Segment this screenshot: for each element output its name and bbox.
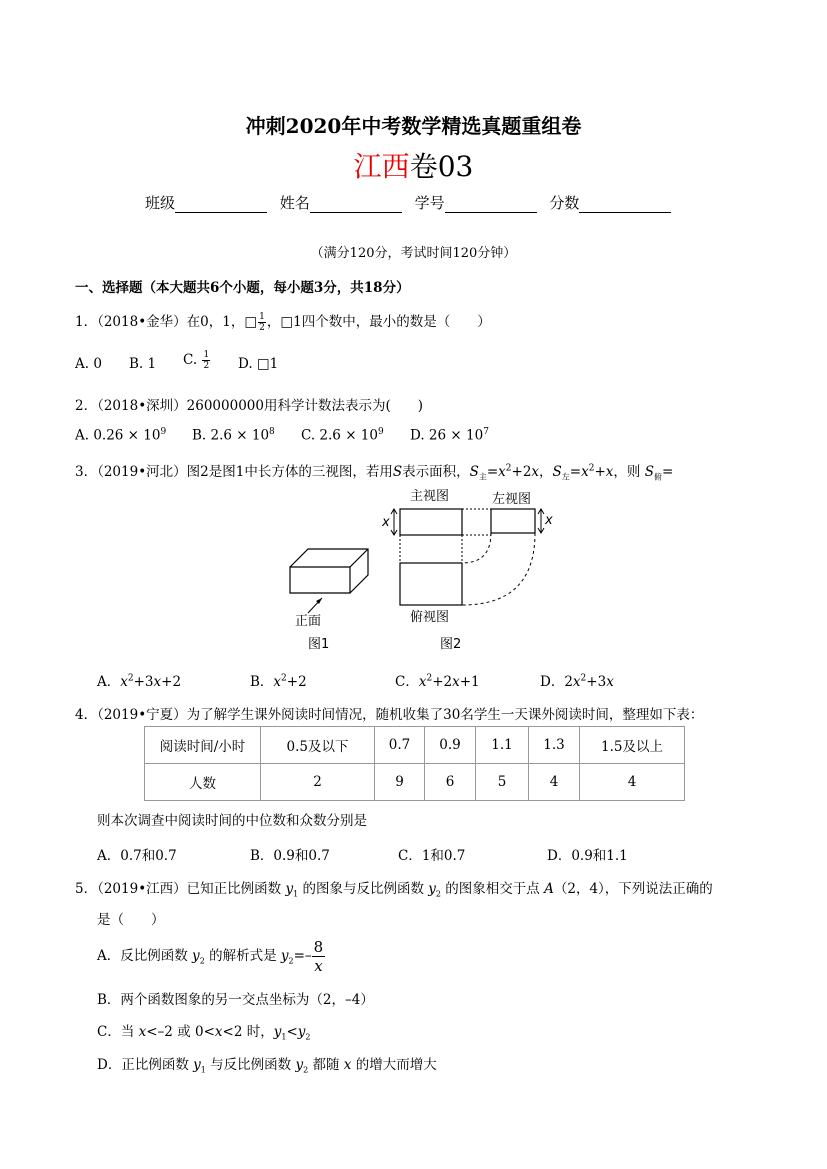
q1-frac-den: 2 (259, 323, 265, 333)
top-view-rect (400, 563, 462, 605)
q5-option-a[interactable]: A．反比例函数 $y_2$ 的解析式是 $y_2=-$ $\frac{8}{x}$ (97, 938, 324, 975)
question-2-stem: 2．（2018•深圳）260000000用科学计数法表示为( ) (75, 398, 423, 414)
q3-option-b[interactable]: B．$x^2+2$ (250, 673, 307, 690)
q1-option-d[interactable]: D. □1 (238, 356, 279, 372)
table-cell: 0.5及以下 (261, 727, 375, 764)
q4-followup: 则本次调查中阅读时间的中位数和众数分别是 (97, 813, 367, 829)
q3-option-a[interactable]: A．$x^2+3x+2$ (97, 673, 182, 690)
q2-option-c[interactable] (301, 427, 384, 444)
field-name-label: 姓名 (279, 194, 310, 212)
table-row (145, 764, 685, 801)
front-label: 正面 (295, 614, 322, 629)
q3-three-view-figure (280, 485, 570, 655)
student-info-line (145, 192, 679, 213)
q1-stem-b: ，□1四个数中，最小的数是（ ） (266, 314, 491, 330)
subtitle-province: 江西 (353, 150, 410, 183)
q3-stem-b: 表示面积， (402, 464, 470, 480)
q4-option-d[interactable]: D．0.9和1.1 (547, 848, 628, 864)
q1-frac-num: 1 (259, 312, 265, 322)
q2-option-b[interactable] (192, 427, 275, 444)
table-cell: 0.7 (375, 727, 425, 764)
q3-option-c[interactable]: C．$x^2+2x+1$ (395, 673, 480, 690)
main-view-rect (400, 509, 462, 535)
table-cell: 1.3 (529, 727, 580, 764)
q2-option-a[interactable] (75, 427, 166, 444)
top-view-label: 俯视图 (410, 610, 450, 625)
field-score-label: 分数 (549, 194, 580, 212)
q4-option-a[interactable]: A．0.7和0.7 (97, 848, 177, 864)
table-cell: 6 (425, 764, 476, 801)
q5-opta-num: 8 (313, 938, 324, 956)
section-heading: 一、选择题（本大题共6个小题，每小题3分，共18分） (75, 280, 410, 296)
fig1-label: 图1 (308, 637, 330, 652)
q2-opt-c-base: C. 2.6 × 10 (301, 427, 378, 444)
field-score-blank[interactable] (579, 197, 671, 213)
question-3-stem: 3．（2019•河北）图2是图1中长方体的三视图，若用S表示面积，$S_主=x^2+2x$，$S_左=x^2+x$，则 $S_俯=$ (75, 463, 674, 482)
q4-option-b[interactable]: B．0.9和0.7 (250, 848, 330, 864)
table-cell: 9 (375, 764, 425, 801)
table-cell: 4 (529, 764, 580, 801)
field-id-label: 学号 (414, 194, 445, 212)
table-cell: 1.1 (476, 727, 529, 764)
q1-option-c[interactable] (183, 350, 211, 371)
field-class-blank[interactable] (175, 197, 267, 213)
q1-option-a[interactable]: A. 0 (75, 356, 102, 372)
table-cell: 阅读时间/小时 (145, 727, 261, 764)
exam-note: （满分120分，考试时间120分钟） (310, 246, 517, 261)
question-5-stem-line1: 5．（2019•江西）已知正比例函数 $y_1$ 的图象与反比例函数 $y_2$ 的图象相交于点 A（2，4），下列说法正确的 (75, 881, 713, 899)
field-class-label: 班级 (145, 194, 176, 212)
question-4-stem: 4．（2019•宁夏）为了解学生课外阅读时间情况，随机收集了30名学生一天课外阅读时间，整理如下表： (75, 707, 704, 723)
q4-option-c[interactable]: C．1和0.7 (398, 848, 466, 864)
q1-stem-a: 1．（2018•金华）在0，1， (75, 314, 245, 330)
q2-opt-a-exp: 9 (160, 427, 167, 437)
question-1-stem (75, 310, 491, 333)
q2-opt-c-exp: 9 (377, 427, 384, 437)
main-x-label: x (382, 515, 390, 530)
table-cell: 1.5及以上 (580, 727, 685, 764)
paper-title: 冲刺2020年中考数学精选真题重组卷 (245, 114, 582, 138)
q3-stem-a: 3．（2019•河北）图2是图1中长方体的三视图，若用 (75, 464, 393, 480)
table-row (145, 727, 685, 764)
q1-optc-den: 2 (203, 361, 210, 371)
q2-opt-a-base: A. 0.26 × 10 (75, 427, 161, 444)
subtitle-volume: 卷03 (409, 150, 474, 183)
q1-minus-box: □ (244, 314, 258, 330)
q3-option-d[interactable]: D．$2x^2+3x$ (540, 673, 614, 690)
q3-stem-s: S (392, 464, 403, 480)
q2-option-d[interactable] (410, 427, 489, 444)
q2-opt-b-base: B. 2.6 × 10 (192, 427, 270, 444)
q1-optc-num: 1 (203, 350, 210, 360)
question-5-stem-line2: 是（ ） (97, 912, 165, 928)
table-cell: 2 (261, 764, 375, 801)
q5-option-d[interactable]: D．正比例函数 $y_1$ 与反比例函数 $y_2$ 都随 x 的增大而增大 (97, 1057, 437, 1075)
table-cell: 4 (580, 764, 685, 801)
left-view-rect (491, 509, 535, 533)
q2-opt-d-base: D. 26 × 10 (410, 427, 484, 444)
q1-fraction (258, 312, 266, 333)
left-x-label: x (545, 513, 553, 528)
q5-option-c[interactable]: C．当 x<–2 或 0<x<2 时，$y_1<y_2$ (97, 1024, 311, 1042)
q2-opt-d-exp: 7 (483, 427, 489, 437)
q5-opta-fraction (312, 938, 326, 975)
main-view-label: 主视图 (410, 489, 450, 504)
left-view-label: 左视图 (492, 492, 532, 507)
paper-subtitle (0, 145, 827, 185)
field-id-blank[interactable] (445, 197, 537, 213)
q5-opta-den: x (314, 957, 323, 975)
field-name-blank[interactable] (310, 197, 402, 213)
table-cell: 5 (476, 764, 529, 801)
q1-option-c-label: C. (183, 352, 198, 368)
fig2-label: 图2 (440, 637, 462, 652)
table-cell: 人数 (145, 764, 261, 801)
reading-time-table (144, 726, 685, 801)
q5-option-b[interactable]: B．两个函数图象的另一交点坐标为（2，–4） (97, 992, 374, 1008)
cuboid-drawing (290, 549, 368, 593)
q1-option-c-fraction (202, 350, 210, 371)
q2-opt-b-exp: 8 (269, 427, 275, 437)
table-cell: 0.9 (425, 727, 476, 764)
q1-option-b[interactable]: B. 1 (129, 356, 157, 372)
